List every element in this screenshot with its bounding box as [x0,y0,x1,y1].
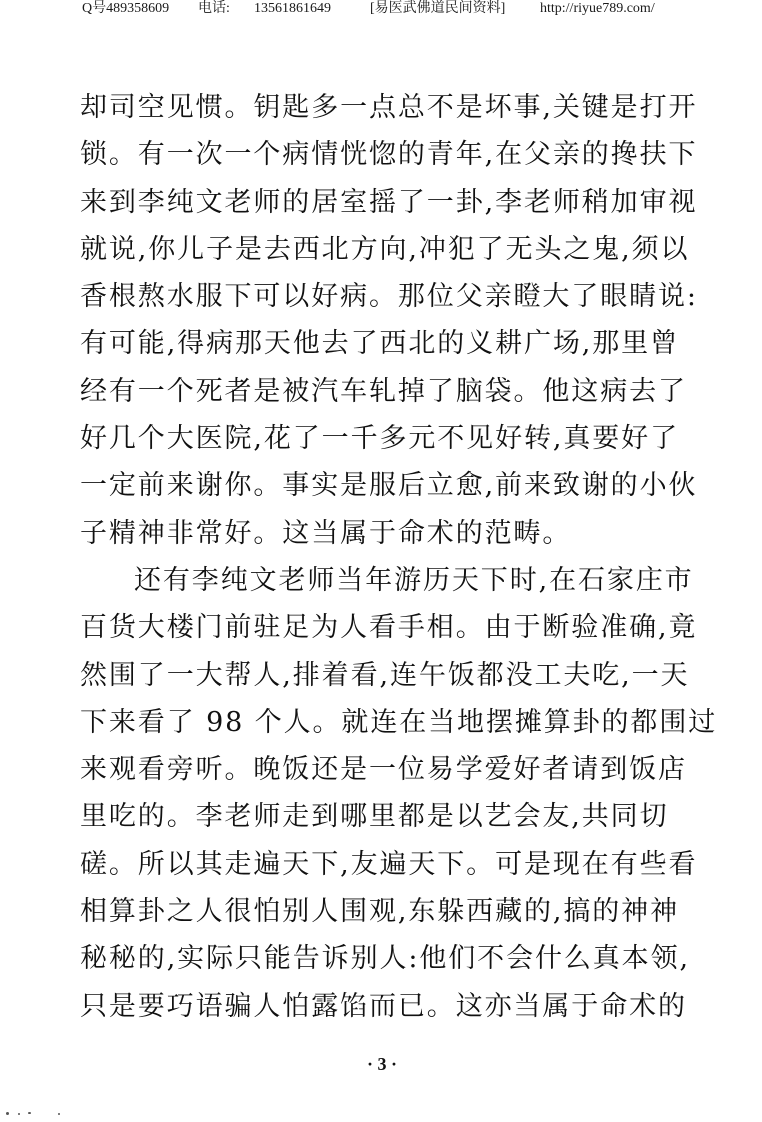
text-line: 里吃的。李老师走到哪里都是以艺会友,共同切 [80,801,669,833]
scan-speck [18,1113,20,1115]
text-line: 一定前来谢你。事实是服后立愈,前来致谢的小伙 [80,470,698,502]
text-line: 好几个大医院,花了一千多元不见好转,真要好了 [80,423,679,455]
text-line: 就说,你儿子是去西北方向,冲犯了无头之鬼,须以 [80,233,690,265]
scan-speck [28,1112,31,1114]
text-line: 只是要巧语骗人怕露馅而已。这亦当属于命术的 [80,990,687,1022]
header-phone: 13561861649 [254,1,331,16]
text-line: 经有一个死者是被汽车轧掉了脑袋。他这病去了 [80,375,687,407]
text-line: 却司空见惯。钥匙多一点总不是坏事,关键是打开 [80,92,698,123]
header-source: [易医武佛道民间资料] [370,1,506,16]
text-line: 秘秘的,实际只能告诉别人:他们不会什么真本领, [80,943,690,975]
scan-specks [0,1104,762,1122]
text-line: 磋。所以其走遍天下,友遍天下。可是现在有些看 [80,848,698,880]
body-text [80,84,718,1030]
text-line: 锁。有一次一个病情恍惚的青年,在父亲的搀扶下 [80,139,698,171]
text-line: 然围了一大帮人,排着看,连午饭都没工夫吃,一天 [80,659,690,691]
page-number: · 3 · [366,1054,397,1074]
text-line: 还有李纯文老师当年游历天下时,在石家庄市 [134,564,694,596]
text-line: 相算卦之人很怕别人围观,东躲西藏的,搞的神神 [80,896,679,928]
text-line: 有可能,得病那天他去了西北的义耕广场,那里曾 [80,328,679,360]
text-line: 来观看旁听。晚饭还是一位易学爱好者请到饭店 [80,754,687,786]
paragraph-2 [80,557,718,1030]
text-line: 香根熬水服下可以好病。那位父亲瞪大了眼睛说: [80,281,698,313]
header-url: http://riyue789.com/ [540,1,655,16]
text-line: 子精神非常好。这当属于命术的范畴。 [80,517,572,549]
header-phone-label: 电话: [198,1,230,16]
text-line: 百货大楼门前驻足为人看手相。由于断验准确,竟 [80,612,698,644]
scan-speck [58,1113,60,1115]
text-line: 下来看了 98 个人。就连在当地摆摊算卦的都围过 [80,706,718,738]
scan-speck [6,1112,9,1115]
paragraph-1 [80,84,698,557]
text-line: 来到李纯文老师的居室摇了一卦,李老师稍加审视 [80,186,698,218]
page-header [82,0,722,20]
header-qq: Q号489358609 [82,1,170,16]
